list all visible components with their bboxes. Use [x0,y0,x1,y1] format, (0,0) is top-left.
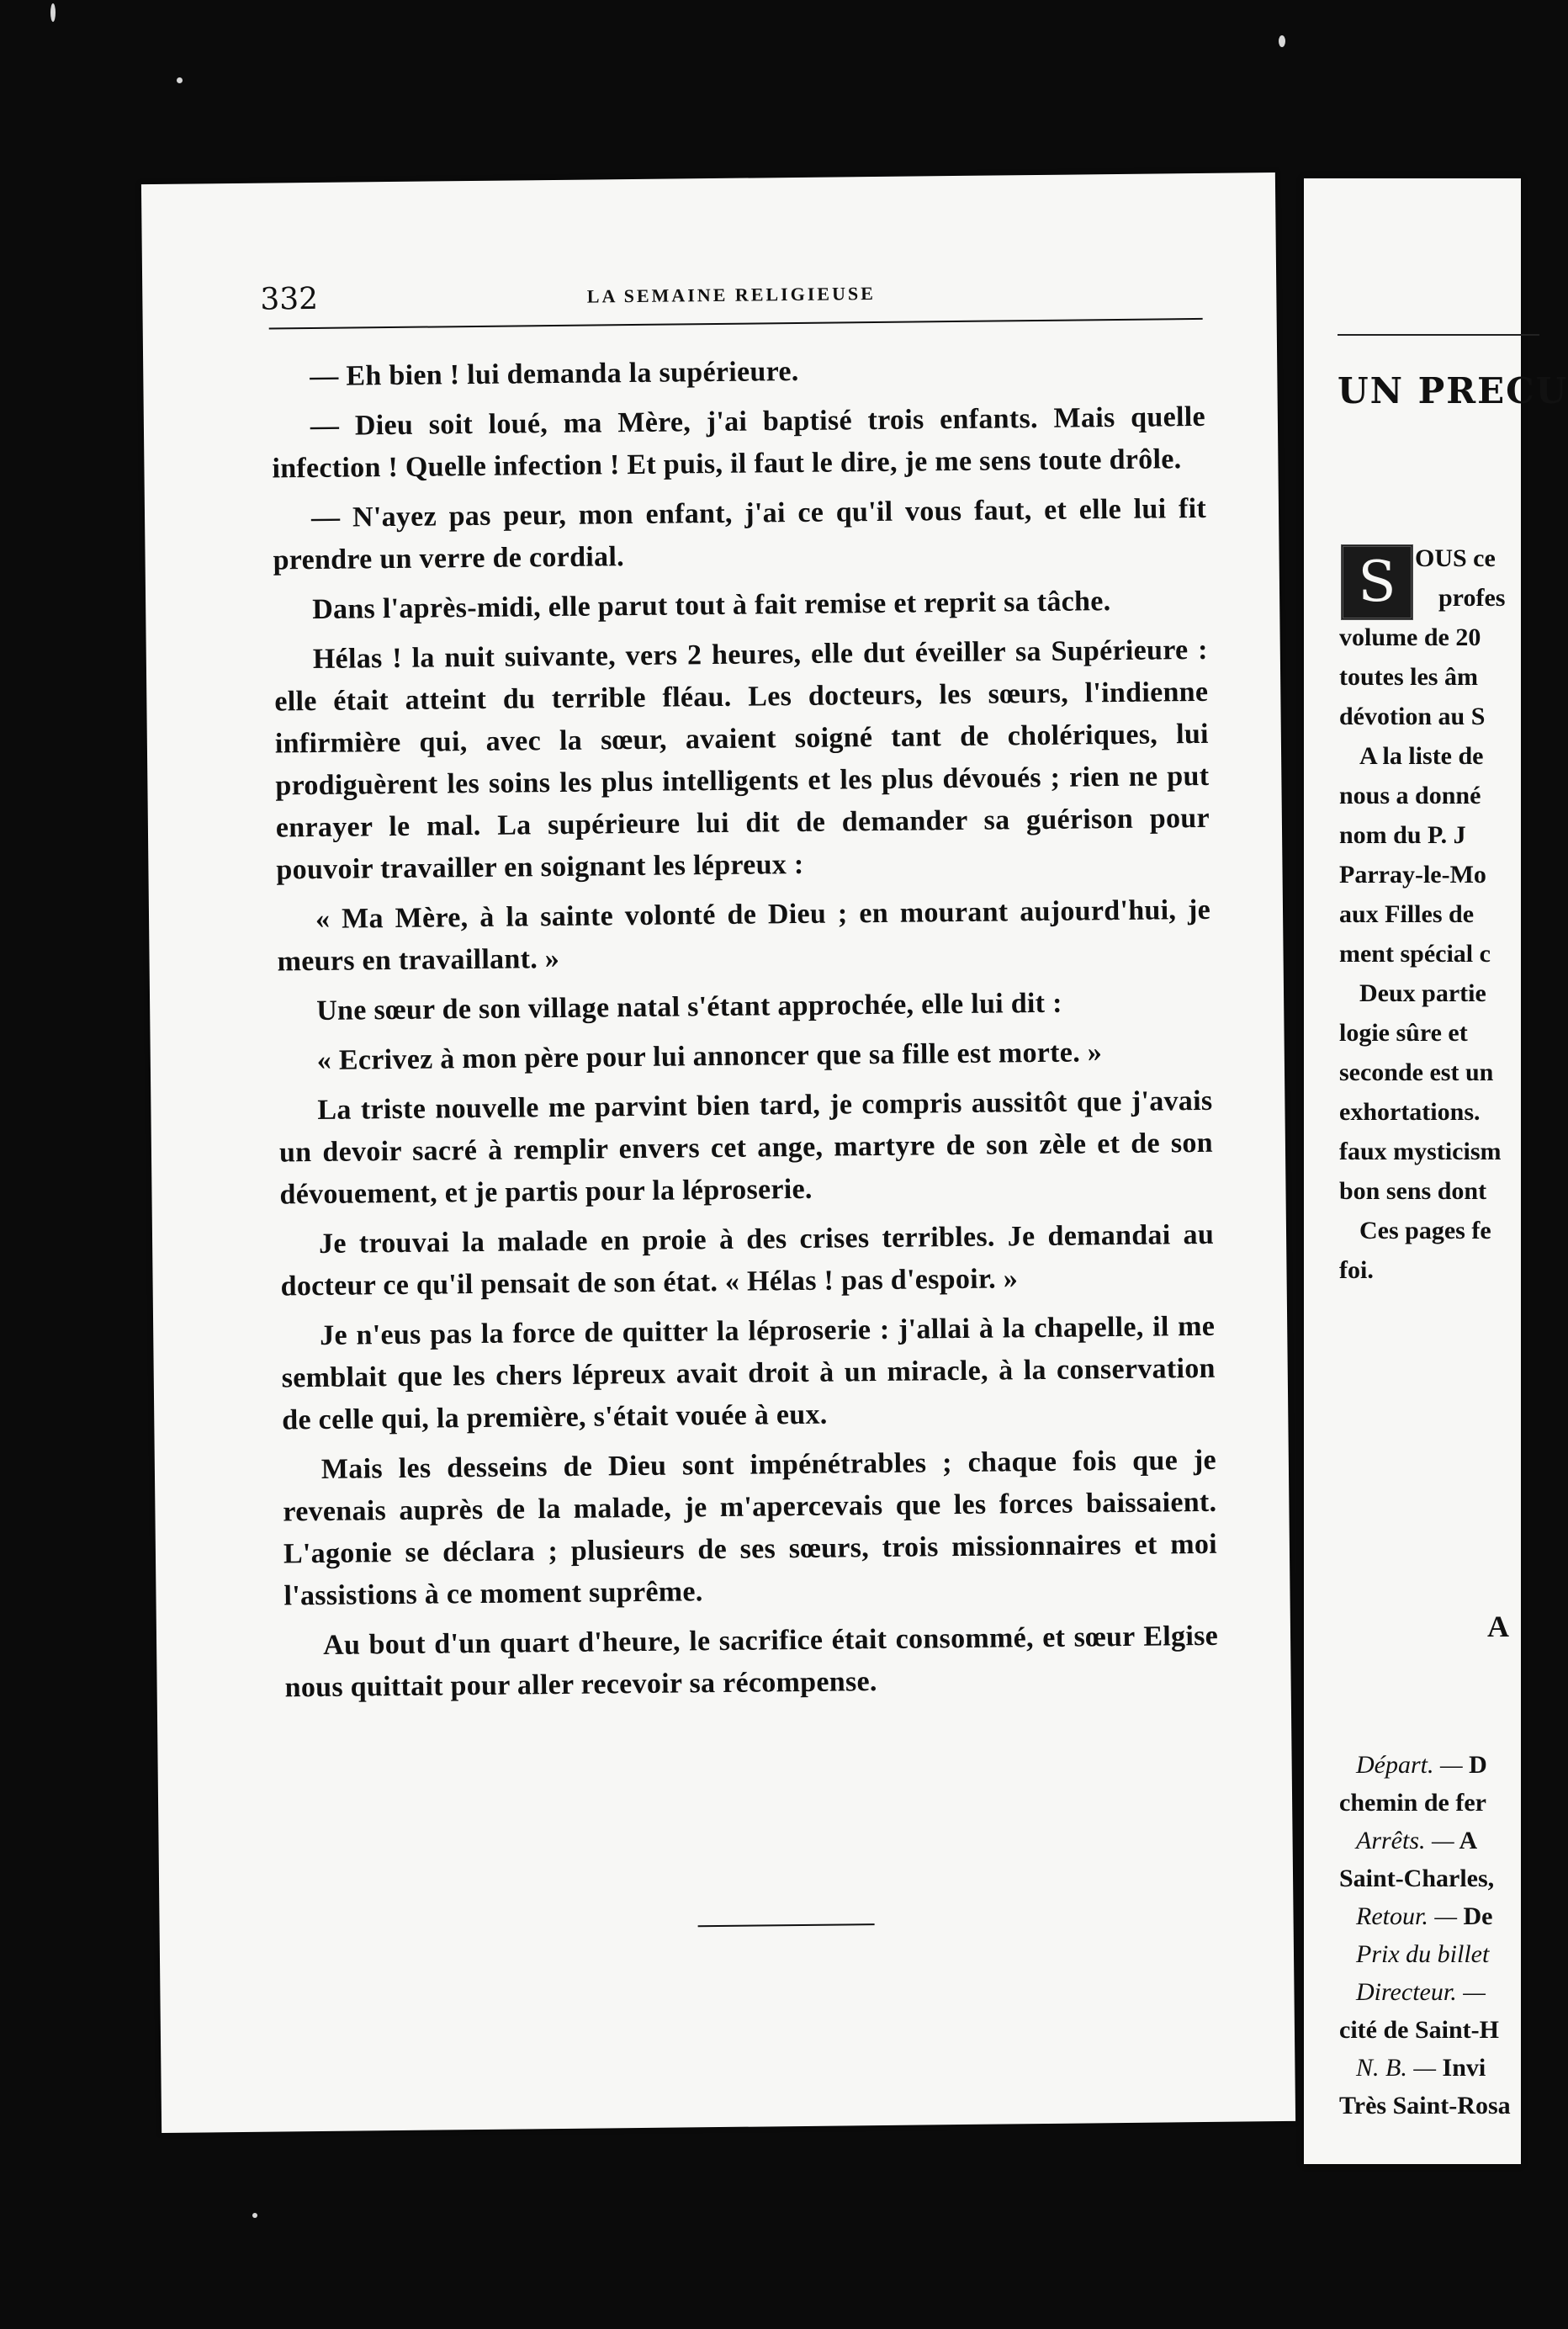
paragraph: Mais les desseins de Dieu sont impénétrables ; chaque fois que je revenais auprès de la malade, je m'apercevais que les forces baissaient. L'agonie se déclara ; plusieurs de ses sœurs, trois missionnaires et moi l'assistions à ce moment suprême. [283,1444,1218,1612]
left-page [141,172,1295,2133]
article-title: UN PRECU [1338,370,1568,411]
text-line: foi. [1339,1256,1374,1284]
paragraph: Je trouvai la malade en proie à des crises terribles. Je demandai au docteur ce qu'il pensait de son état. « Hélas ! pas d'espoir. » [280,1218,1215,1302]
text-line: nous a donné [1339,782,1481,809]
paragraph: Dans l'après-midi, elle parut tout à fait remise et reprit sa tâche. [312,586,1111,626]
notice-line [1356,1936,1489,1973]
notice-text: chemin de fer [1339,1789,1486,1817]
paragraph: Une sœur de son village natal s'étant approchée, elle lui dit : [316,987,1062,1027]
right-page [1304,178,1568,2164]
notice-line [1339,2088,1511,2125]
notice-text: Très Saint-Rosa [1339,2092,1511,2119]
notice-label: N. B. — [1356,2054,1437,2082]
paragraph: — N'ayez pas peur, mon enfant, j'ai ce qu'il vous faut, et elle lui fit prendre un verre de cordial. [273,492,1207,576]
dust-speck [177,77,183,83]
notice-label: Arrêts. — [1356,1827,1454,1854]
notice-line [1339,1785,1486,1822]
text-line: bon sens dont [1339,1177,1487,1205]
notice-text: Saint-Charles, [1339,1865,1495,1892]
paragraph: — Dieu soit loué, ma Mère, j'ai baptisé trois enfants. Mais quelle infection ! Quelle infection ! Et puis, il faut le dire, je me sens toute drôle. [272,401,1206,485]
text-line: profes [1438,584,1506,612]
notice-label: Directeur. — [1356,1978,1486,2006]
text-line: toutes les âm [1339,663,1478,691]
running-title: LA SEMAINE RELIGIEUSE [586,282,876,307]
paragraph: — Eh bien ! lui demanda la supérieure. [310,355,799,393]
body-text [271,347,1219,1717]
dust-speck [50,3,56,22]
paragraph: Au bout d'un quart d'heure, le sacrifice était consommé, et sœur Elgise nous quittait pour aller recevoir sa récompense. [284,1620,1219,1704]
notice-label: Départ. — [1356,1751,1463,1779]
text-line: Deux partie [1359,979,1486,1007]
notice-line [1356,1822,1477,1859]
paragraph: La triste nouvelle me parvint bien tard, je compris aussitôt que j'avais un devoir sacré à remplir envers cet ange, martyre de son zèle et de son dévouement, et je partis pour la léproserie. [278,1085,1214,1211]
paragraph: « Ma Mère, à la sainte volonté de Dieu ; en mourant aujourd'hui, je meurs en travaillant. » [277,894,1211,978]
text-line: seconde est un [1339,1058,1494,1086]
text-line: dévotion au S [1339,703,1486,730]
text-line: A la liste de [1359,742,1484,770]
text-line: logie sûre et [1339,1019,1468,1047]
dropcap-letter: S [1341,544,1413,620]
paragraph: « Ecrivez à mon père pour lui annoncer que sa fille est morte. » [316,1037,1103,1076]
notice-line [1339,1860,1494,1897]
notice-line [1356,1747,1487,1784]
section-heading: A [1487,1610,1509,1643]
paragraph: Je n'eus pas la force de quitter la léproserie : j'allai à la chapelle, il me semblait que les chers lépreux avait droit à un miracle, à la conservation de celle qui, la première, s'était vouée à eux. [281,1310,1216,1436]
notice-text: De [1463,1902,1493,1930]
text-line: aux Filles de [1339,900,1475,928]
notice-label: Prix du billet [1356,1940,1490,1968]
notice-text: D [1469,1751,1487,1779]
notice-line [1356,2050,1486,2087]
notice-line [1356,1898,1492,1935]
paragraph: Hélas ! la nuit suivante, vers 2 heures, elle dut éveiller sa Supérieure : elle était atteint du terrible fléau. Les docteurs, les sœurs, l'indienne infirmière qui, avec la sœur, avaient soigné tant de cholériques, lui prodiguèrent les soins les plus intelligents et les plus dévoués ; rien ne put enrayer le mal. La supérieure lui dit de demander sa guérison pour pouvoir travailler en soignant les lépreux : [274,634,1210,886]
notice-text: cité de Saint-H [1339,2016,1499,2044]
text-line: Ces pages fe [1359,1217,1491,1244]
text-line: OUS ce [1415,544,1496,572]
notice-line [1339,2012,1499,2049]
closing-rule [698,1923,875,1927]
text-line: exhortations. [1339,1098,1481,1126]
text-line: faux mysticism [1339,1138,1502,1165]
notice-text: A [1459,1827,1478,1854]
header-rule [1338,334,1539,336]
text-line: nom du P. J [1339,821,1466,849]
dust-speck [252,2213,257,2218]
text-line: volume de 20 [1339,623,1481,651]
notice-line [1356,1974,1486,2011]
text-line: ment spécial c [1339,940,1491,968]
notice-label: Retour. — [1356,1902,1457,1930]
dust-speck [1279,35,1285,47]
text-line: Parray-le-Mo [1339,861,1486,889]
page-number: 332 [260,281,319,317]
notice-text: Invi [1442,2054,1486,2082]
